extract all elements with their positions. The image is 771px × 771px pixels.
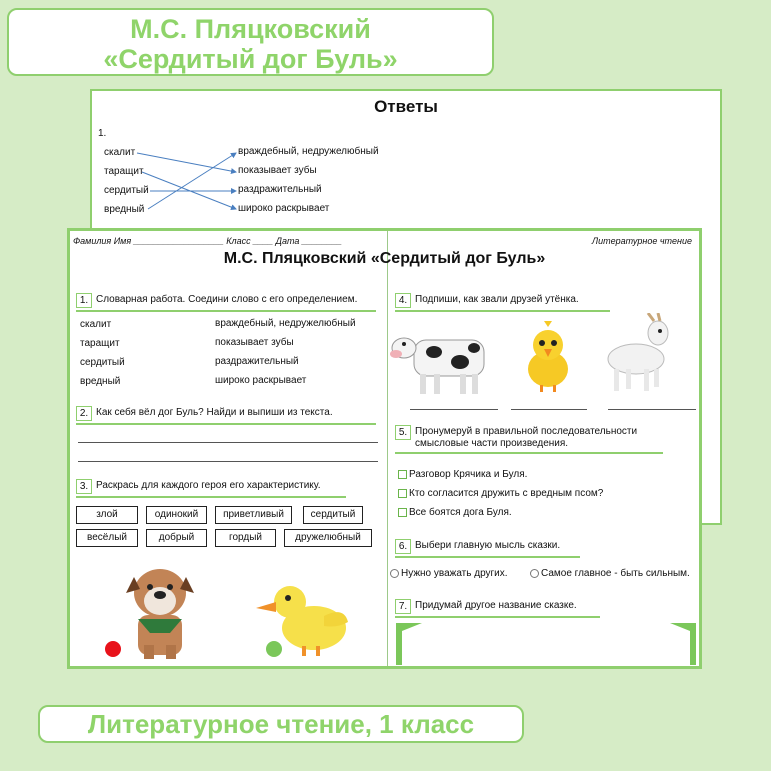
trait-chip[interactable]: приветливый: [215, 506, 292, 524]
task-number: 2.: [76, 406, 92, 421]
bulldog-illustration: [126, 563, 194, 663]
red-color-dot: [105, 641, 121, 657]
answer-line[interactable]: [78, 442, 378, 443]
answer-right-word: враждебный, недружелюбный: [238, 146, 379, 157]
corner-decoration-left: [396, 623, 422, 665]
trait-chip[interactable]: сердитый: [303, 506, 363, 524]
name-line-cow[interactable]: [410, 409, 498, 410]
task1-right-word: широко раскрывает: [215, 375, 307, 386]
task-4-heading: [395, 293, 610, 312]
option-label: Разговор Крячика и Буля.: [409, 469, 528, 480]
option-label: Самое главное - быть сильным.: [541, 568, 690, 579]
task-text: Придумай другое название сказке.: [415, 600, 577, 611]
option-label: Кто согласится дружить с вредным псом?: [409, 488, 604, 499]
answer-arrows: [92, 91, 724, 231]
title-author: М.С. Пляцковский: [130, 14, 371, 44]
answers-title: Ответы: [374, 97, 438, 116]
checkbox-icon[interactable]: [398, 489, 407, 498]
column-divider: [387, 231, 388, 666]
task-number: 7.: [395, 599, 411, 614]
worksheet-title: М.С. Пляцковский «Сердитый дог Буль»: [223, 250, 546, 267]
task1-left-word: скалит: [80, 319, 112, 330]
goat-illustration: [598, 313, 674, 395]
name-line-chick[interactable]: [511, 409, 587, 410]
task-3-heading: [76, 479, 346, 498]
task-1-heading: [76, 293, 376, 312]
sequence-option[interactable]: [398, 507, 512, 518]
header-subject: Литературное чтение: [591, 236, 692, 246]
task1-left-word: вредный: [80, 376, 121, 387]
task-number: 1.: [76, 293, 92, 308]
cow-illustration: [390, 326, 490, 398]
radio-icon[interactable]: [390, 569, 399, 578]
task1-right-word: показывает зубы: [215, 337, 294, 348]
main-idea-option[interactable]: [530, 568, 690, 579]
task-2-heading: [76, 406, 376, 425]
task1-left-word: таращит: [80, 338, 120, 349]
task-text: Пронумеруй в правильной последовательности смысловые части произведения.: [415, 426, 638, 449]
subject-grade-banner: Литературное чтение, 1 класс: [38, 705, 524, 743]
trait-chip[interactable]: весёлый: [76, 529, 138, 547]
task-number: 6.: [395, 539, 411, 554]
worksheet: [67, 228, 702, 669]
task-7-heading: [395, 599, 600, 618]
task-text: Выбери главную мысль сказки.: [415, 540, 561, 551]
main-idea-option[interactable]: [390, 568, 508, 579]
task1-left-word: сердитый: [80, 357, 125, 368]
answer-right-word: показывает зубы: [238, 165, 317, 176]
task-6-heading: [395, 539, 580, 558]
trait-chip[interactable]: гордый: [215, 529, 276, 547]
answer-right-word: широко раскрывает: [238, 203, 330, 214]
answer-left-word: таращит: [104, 166, 144, 177]
task1-right-word: раздражительный: [215, 356, 299, 367]
task-text: Раскрась для каждого героя его характеристику.: [96, 480, 321, 491]
checkbox-icon[interactable]: [398, 470, 407, 479]
sequence-option[interactable]: [398, 469, 527, 480]
task-text: Подпиши, как звали друзей утёнка.: [415, 294, 579, 305]
title-story: «Сердитый дог Буль»: [103, 44, 398, 74]
trait-chip[interactable]: дружелюбный: [284, 529, 372, 547]
task-number: 5.: [395, 425, 411, 440]
task1-right-word: враждебный, недружелюбный: [215, 318, 356, 329]
task-5-heading: [395, 425, 663, 454]
radio-icon[interactable]: [530, 569, 539, 578]
answer-left-word: вредный: [104, 204, 145, 215]
task-text: Как себя вёл дог Буль? Найди и выпиши из текста.: [96, 407, 333, 418]
answers-number: 1.: [98, 128, 107, 139]
answer-left-word: скалит: [104, 147, 136, 158]
header-student-fields: Фамилия Имя __________________ Класс ____ Дата ________: [73, 236, 342, 246]
answer-right-word: раздражительный: [238, 184, 322, 195]
green-color-dot: [266, 641, 282, 657]
checkbox-icon[interactable]: [398, 508, 407, 517]
name-line-goat[interactable]: [608, 409, 696, 410]
trait-chip[interactable]: добрый: [146, 529, 207, 547]
answer-left-word: сердитый: [104, 185, 149, 196]
option-label: Все боятся дога Буля.: [409, 507, 512, 518]
task-number: 3.: [76, 479, 92, 494]
option-label: Нужно уважать других.: [401, 568, 508, 579]
sequence-option[interactable]: [398, 488, 603, 499]
task-text: Словарная работа. Соедини слово с его определением.: [96, 294, 358, 305]
title-banner: [7, 8, 494, 76]
answer-line[interactable]: [78, 461, 378, 462]
corner-decoration-right: [670, 623, 696, 665]
trait-chip[interactable]: злой: [76, 506, 138, 524]
trait-chip[interactable]: одинокий: [146, 506, 207, 524]
chick-illustration: [518, 321, 578, 393]
task-number: 4.: [395, 293, 411, 308]
